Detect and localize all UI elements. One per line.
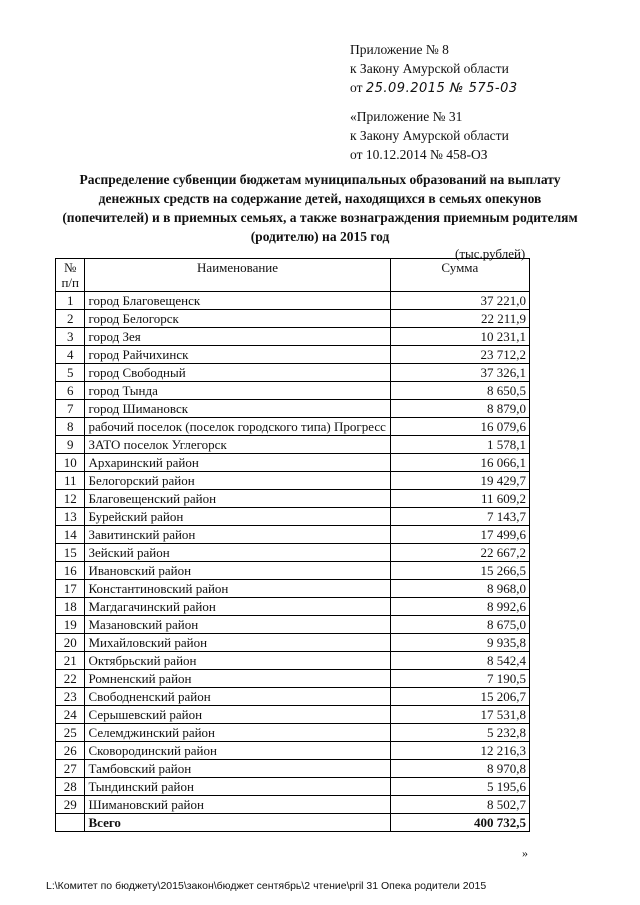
row-name: Тамбовский район [85,760,390,778]
row-sum: 8 502,7 [390,796,529,814]
table-row [56,670,530,688]
row-number: 28 [56,778,85,796]
units-label: (тыс.рублей) [455,246,526,261]
table-row [56,706,530,724]
row-name: Свободненский район [85,688,390,706]
table-row [56,508,530,526]
table-row [56,490,530,508]
row-sum: 8 970,8 [390,760,529,778]
row-name: город Тында [85,382,390,400]
row-number: 24 [56,706,85,724]
row-number: 29 [56,796,85,814]
row-sum: 8 650,5 [390,382,529,400]
row-name: Шимановский район [85,796,390,814]
table-row [56,634,530,652]
row-number: 22 [56,670,85,688]
row-sum: 8 992,6 [390,598,529,616]
row-name: Благовещенский район [85,490,390,508]
row-sum: 7 143,7 [390,508,529,526]
row-sum: 15 206,7 [390,688,529,706]
row-number: 5 [56,364,85,382]
table-row [56,400,530,418]
table-row [56,472,530,490]
row-name: Тындинский район [85,778,390,796]
row-sum: 5 232,8 [390,724,529,742]
table-row [56,292,530,310]
orig-appendix-line: «Приложение № 31 [350,109,463,124]
total-sum: 400 732,5 [390,814,529,832]
table-row [56,310,530,328]
row-number: 21 [56,652,85,670]
row-sum: 19 429,7 [390,472,529,490]
row-number: 25 [56,724,85,742]
row-number: 18 [56,598,85,616]
table-row [56,526,530,544]
row-name: город Шимановск [85,400,390,418]
row-number: 12 [56,490,85,508]
table-row [56,724,530,742]
row-name: Октябрьский район [85,652,390,670]
row-name: город Свободный [85,364,390,382]
table-row [56,652,530,670]
date-prefix: от [350,80,363,95]
orig-date-line: от 10.12.2014 № 458-ОЗ [350,147,488,162]
row-sum: 22 667,2 [390,544,529,562]
row-number: 20 [56,634,85,652]
row-name: Серышевский район [85,706,390,724]
row-number: 7 [56,400,85,418]
law-line: к Закону Амурской области [350,61,509,76]
row-sum: 22 211,9 [390,310,529,328]
row-sum: 8 879,0 [390,400,529,418]
row-name: Завитинский район [85,526,390,544]
row-number: 19 [56,616,85,634]
row-number: 4 [56,346,85,364]
row-sum: 23 712,2 [390,346,529,364]
table-row [56,598,530,616]
row-number: 8 [56,418,85,436]
table-row [56,796,530,814]
row-sum: 16 066,1 [390,454,529,472]
row-number: 9 [56,436,85,454]
table-header-row [56,259,530,292]
row-name: Константиновский район [85,580,390,598]
row-sum: 8 675,0 [390,616,529,634]
total-number-cell [56,814,85,832]
footer-file-path: L:\Комитет по бюджету\2015\закон\бюджет сентябрь\2 чтение\pril 31 Опека родители 2015 [46,880,487,892]
row-sum: 1 578,1 [390,436,529,454]
row-name: Ромненский район [85,670,390,688]
row-number: 23 [56,688,85,706]
row-number: 27 [56,760,85,778]
row-name: Михайловский район [85,634,390,652]
col-number-header: № п/п [56,259,85,292]
col-sum-header: Сумма [390,259,529,292]
table-row [56,364,530,382]
row-sum: 37 221,0 [390,292,529,310]
row-name: рабочий поселок (поселок городского типа) Прогресс [85,418,390,436]
row-number: 17 [56,580,85,598]
row-name: Ивановский район [85,562,390,580]
orig-law-line: к Закону Амурской области [350,128,509,143]
row-sum: 5 195,6 [390,778,529,796]
table-row [56,760,530,778]
table-row [56,454,530,472]
row-sum: 16 079,6 [390,418,529,436]
row-name: ЗАТО поселок Углегорск [85,436,390,454]
row-number: 2 [56,310,85,328]
distribution-table [55,258,530,832]
row-number: 16 [56,562,85,580]
row-number: 13 [56,508,85,526]
col-name-header: Наименование [85,259,390,292]
table-row [56,418,530,436]
table-row [56,580,530,598]
row-number: 15 [56,544,85,562]
row-sum: 8 968,0 [390,580,529,598]
row-number: 26 [56,742,85,760]
row-name: Мазановский район [85,616,390,634]
row-sum: 10 231,1 [390,328,529,346]
table-row [56,742,530,760]
table-row [56,688,530,706]
appendix-line: Приложение № 8 [350,42,449,57]
closing-quote: » [522,846,528,860]
row-number: 1 [56,292,85,310]
row-sum: 11 609,2 [390,490,529,508]
row-number: 14 [56,526,85,544]
table-row [56,346,530,364]
document-title: Распределение субвенции бюджетам муниципальных образований на выплату денежных средств на содержание детей, находящихся в семьях опекунов (попечителей) и в приемных семьях, а также вознаграждения приемным родителям (родителю) на 2015 год [62,172,578,244]
row-sum: 37 326,1 [390,364,529,382]
total-label: Всего [85,814,390,832]
row-sum: 8 542,4 [390,652,529,670]
row-sum: 12 216,3 [390,742,529,760]
row-number: 10 [56,454,85,472]
row-name: город Зея [85,328,390,346]
row-name: город Белогорск [85,310,390,328]
row-sum: 15 266,5 [390,562,529,580]
table-row [56,544,530,562]
row-sum: 17 531,8 [390,706,529,724]
row-name: Сковородинский район [85,742,390,760]
row-name: Бурейский район [85,508,390,526]
row-name: Архаринский район [85,454,390,472]
row-name: Магдагачинский район [85,598,390,616]
row-name: Белогорский район [85,472,390,490]
row-sum: 9 935,8 [390,634,529,652]
table-total-row [56,814,530,832]
table-row [56,616,530,634]
table-row [56,382,530,400]
row-name: город Благовещенск [85,292,390,310]
row-name: Зейский район [85,544,390,562]
table-row [56,562,530,580]
handwritten-date: 25.09.2015 № 575-03 [365,81,518,96]
row-sum: 7 190,5 [390,670,529,688]
row-name: Селемджинский район [85,724,390,742]
row-name: город Райчихинск [85,346,390,364]
row-number: 3 [56,328,85,346]
table-body [56,292,530,814]
date-line [350,78,518,98]
row-number: 11 [56,472,85,490]
table-row [56,778,530,796]
table-row [56,436,530,454]
row-sum: 17 499,6 [390,526,529,544]
row-number: 6 [56,382,85,400]
table-row [56,328,530,346]
